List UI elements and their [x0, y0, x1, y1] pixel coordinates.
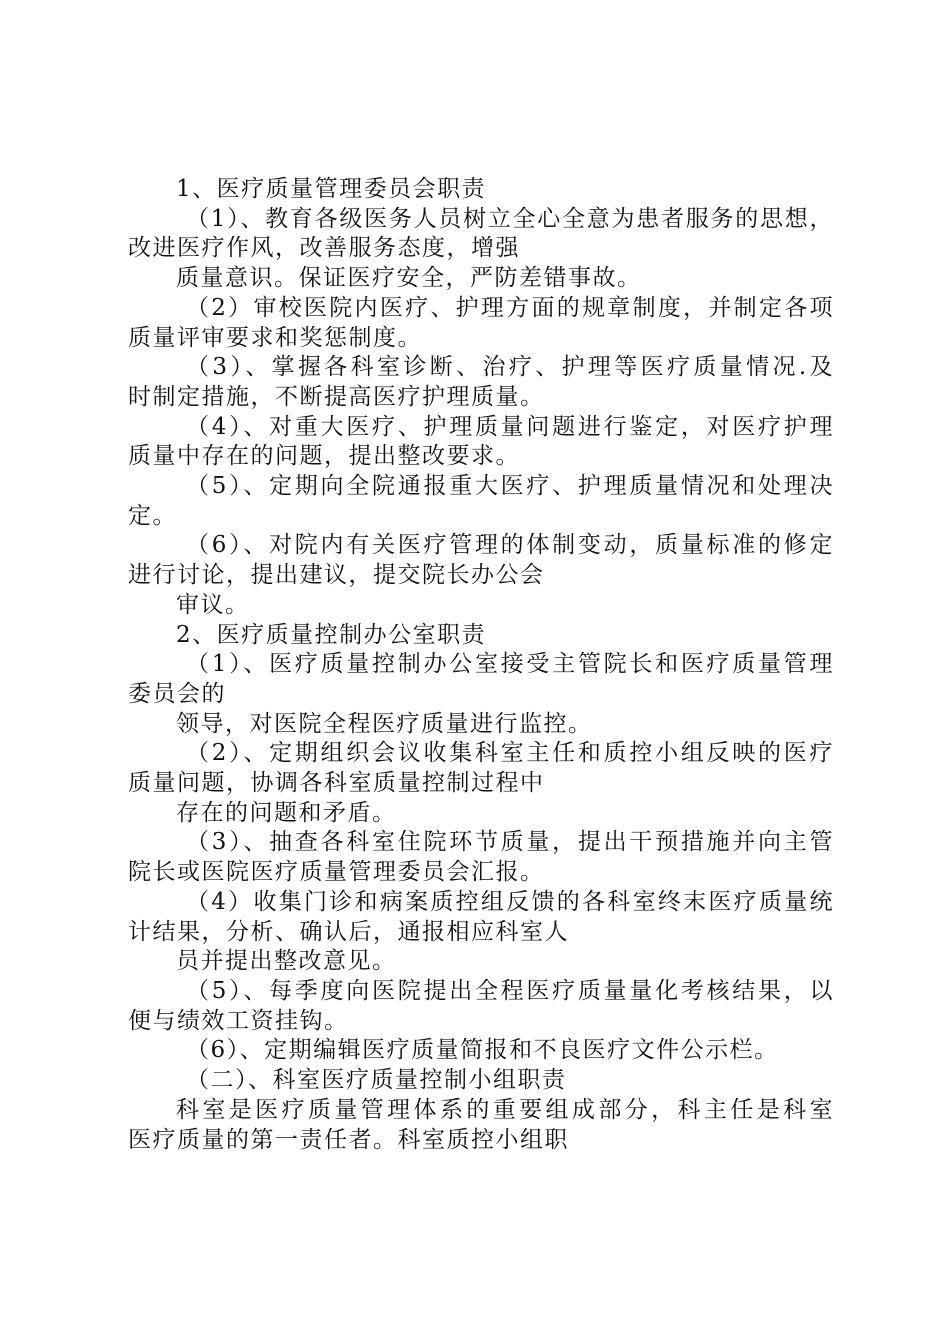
text-line: （2）、定期组织会议收集科室主任和质控小组反映的医疗 [186, 740, 834, 767]
text-line: 委员会的 [128, 680, 226, 707]
text-line: （二）、科室医疗质量控制小组职责 [186, 1067, 567, 1094]
text-line: 院长或医院医疗质量管理委员会汇报。 [128, 859, 545, 886]
text-line: （3）、抽查各科室住院环节质量，提出干预措施并向主管 [186, 829, 834, 856]
text-line: 审议。 [176, 591, 250, 618]
text-line: 质量评审要求和奖惩制度。 [128, 324, 422, 351]
text-line: 2、医疗质量控制办公室职责 [176, 621, 487, 648]
text-line: 改进医疗作风，改善服务态度，增强 [128, 235, 520, 262]
text-line: （4）收集门诊和病案质控组反馈的各科室终末医疗质量统 [186, 888, 834, 915]
text-line: 1、医疗质量管理委员会职责 [176, 176, 487, 202]
text-line: （4）、对重大医疗、护理质量问题进行鉴定，对医疗护理 [186, 413, 834, 440]
text-line: 存在的问题和矛盾。 [176, 799, 397, 826]
text-line: 领导，对医院全程医疗质量进行监控。 [176, 710, 593, 737]
text-line: （5）、每季度向医院提出全程医疗质量量化考核结果，以 [186, 977, 834, 1004]
text-line: （5）、定期向全院通报重大医疗、护理质量情况和处理决 [186, 473, 834, 500]
text-line: 员并提出整改意见。 [176, 948, 397, 975]
text-line: 时制定措施，不断提高医疗护理质量。 [128, 383, 545, 410]
text-line: 科室是医疗质量管理体系的重要组成部分，科主任是科室 [176, 1096, 834, 1123]
text-line: （6）、对院内有关医疗管理的体制变动，质量标准的修定 [186, 532, 834, 559]
text-line: 医疗质量的第一责任者。科室质控小组职 [128, 1126, 569, 1153]
text-line: （1）、教育各级医务人员树立全心全意为患者服务的思想， [186, 205, 834, 232]
text-line: （6）、定期编辑医疗质量简报和不良医疗文件公示栏。 [186, 1037, 779, 1064]
text-line: 质量问题，协调各科室质量控制过程中 [128, 770, 545, 797]
text-line: 进行讨论，提出建议，提交院长办公会 [128, 562, 545, 589]
text-line: （1）、医疗质量控制办公室接受主管院长和医疗质量管理 [186, 651, 834, 678]
text-line: 计结果，分析、确认后，通报相应科室人 [128, 918, 569, 945]
text-line: 便与绩效工资挂钩。 [128, 1007, 349, 1034]
document-body [128, 175, 834, 1155]
text-line: 定。 [128, 502, 177, 529]
text-line: （2）审校医院内医疗、护理方面的规章制度，并制定各项 [186, 294, 834, 321]
text-line: 质量意识。保证医疗安全，严防差错事故。 [176, 265, 642, 292]
text-line: （3）、掌握各科室诊断、治疗、护理等医疗质量情况.及 [186, 354, 834, 381]
text-line: 质量中存在的问题，提出整改要求。 [128, 443, 520, 470]
